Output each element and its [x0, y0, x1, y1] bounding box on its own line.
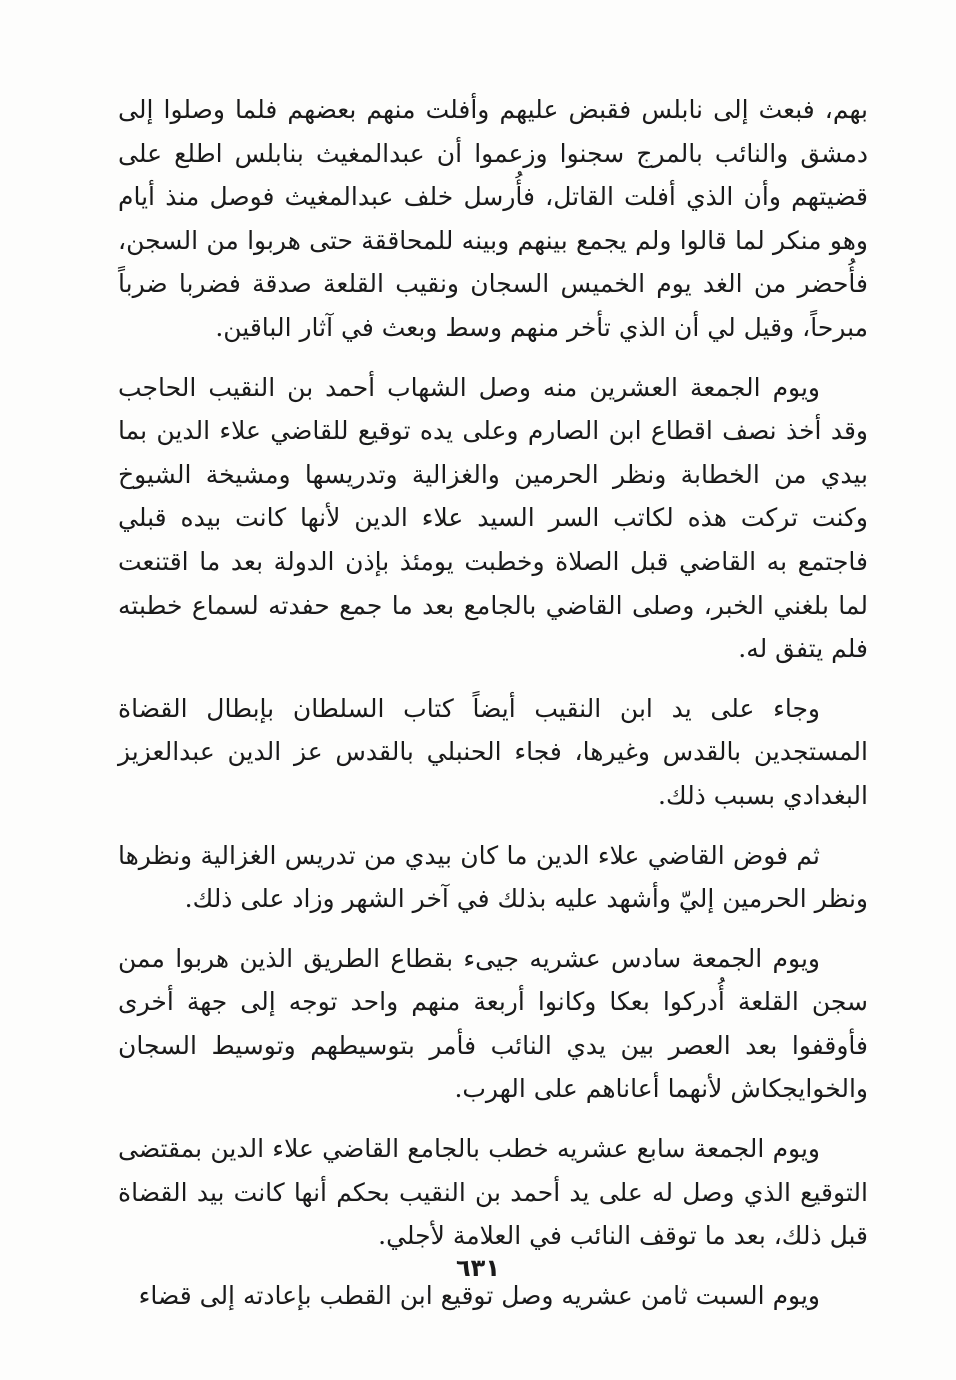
page-number: ٦٣١ [456, 1254, 500, 1282]
paragraph-6: ويوم الجمعة سابع عشريه خطب بالجامع القاضي علاء الدين بمقتضى التوقيع الذي وصل له على يد أحمد بن النقيب بحكم أنها كانت بيد القضاة قبل ذلك، بعد ما توقف النائب في العلامة لأجلي. [118, 1134, 868, 1251]
paragraph-3: وجاء على يد ابن النقيب أيضاً كتاب السلطان بإبطال القضاة المستجدين بالقدس وغيرها، فجاء الحنبلي بالقدس عز الدين عبدالعزيز البغدادي بسبب ذلك. [118, 693, 868, 810]
paragraph-7: ويوم السبت ثامن عشريه وصل توقيع ابن القطب بإعادته إلى قضاء [138, 1280, 820, 1310]
body-text [118, 88, 868, 1317]
paragraph-4: ثم فوض القاضي علاء الدين ما كان بيدي من تدريس الغزالية ونظرها ونظر الحرمين إليّ وأشهد عليه بذلك في آخر الشهر وزاد على ذلك. [118, 840, 868, 914]
paragraph-2: ويوم الجمعة العشرين منه وصل الشهاب أحمد بن النقيب الحاجب وقد أخذ نصف اقطاع ابن الصارم وعلى يده توقيع للقاضي علاء الدين بما بيدي من الخطابة ونظر الحرمين والغزالية وتدريسها ومشيخة الشيوخ وكنت تركت هذه لكاتب السر السيد علاء الدين لأنها كانت بيده قبلي فاجتمع به القاضي قبل الصلاة وخطبت يومئذ بإذن الدولة بعد ما اقتنعت لما بلغني الخبر، وصلى القاضي بالجامع بعد ما جمع حفدته لسماع خطبته فلم يتفق له. [118, 372, 868, 664]
paragraph-5: ويوم الجمعة سادس عشريه جيىء بقطاع الطريق الذين هربوا ممن سجن القلعة أُدركوا بعكا وكانوا أربعة منهم واحد توجه إلى جهة أخرى فأوقفوا بعد العصر بين يدي النائب فأمر بتوسيطهم وتوسيط السجان والخوايجكاش لأنهما أعاناهم على الهرب. [118, 943, 868, 1104]
paragraph-1: بهم، فبعث إلى نابلس فقبض عليهم وأفلت منهم بعضهم فلما وصلوا إلى دمشق والنائب بالمرج سجنوا وزعموا أن عبدالمغيث بنابلس اطلع على قضيتهم وأن الذي أفلت القاتل، فأُرسل خلف عبدالمغيث فوصل منذ أيام وهو منكر لما قالوا ولم يجمع بينهم وبينه للمحاققة حتى هربوا من السجن، فأُحضر من الغد يوم الخميس السجان ونقيب القلعة صدقة فضربا ضرباً مبرحاً، وقيل لي أن الذي تأخر منهم وسط وبعث في آثار الباقين. [118, 95, 868, 342]
